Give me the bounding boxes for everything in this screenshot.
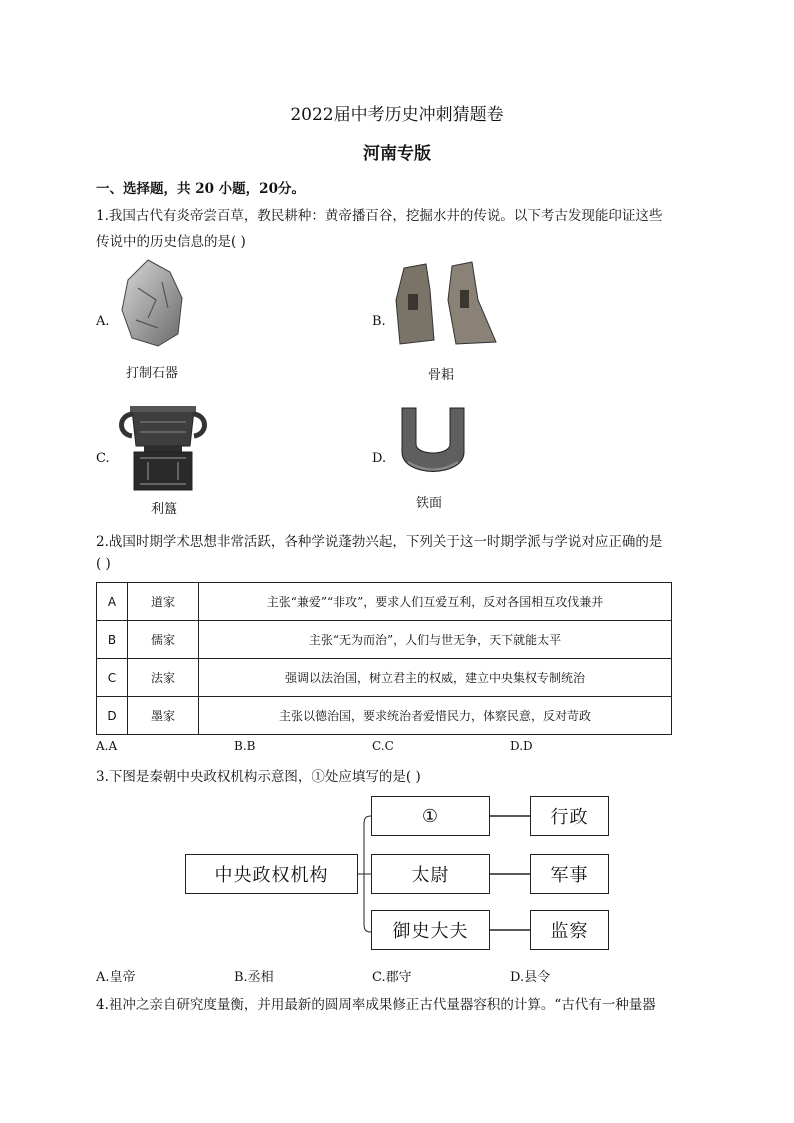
q2-answer-d[interactable]: D.D (510, 739, 533, 753)
page-subtitle: 河南专版 (363, 144, 431, 164)
row-label: B (97, 621, 128, 659)
q2-answer-b[interactable]: B.B (234, 739, 256, 753)
q1-option-c-letter: C. (96, 451, 110, 466)
q1-option-b-caption: 骨耜 (427, 368, 454, 383)
q1-option-d-letter: D. (372, 451, 387, 466)
row-school: 墨家 (128, 697, 199, 735)
row-doctrine: 主张“兼爱”“非攻”，要求人们互爱互利，反对各国相互攻伐兼并 (199, 583, 672, 621)
row-label: C (97, 659, 128, 697)
q1-option-c-caption: 利簋 (150, 502, 177, 517)
q2-stem-line2: ( ) (96, 556, 111, 572)
q3-answer-d[interactable]: D.县令 (510, 970, 551, 985)
q1-option-b-letter: B. (372, 314, 386, 329)
page-title: 2022届中考历史冲刺猜题卷 (290, 105, 504, 125)
q2-answer-a[interactable]: A.A (96, 739, 118, 753)
diagram-official-3: 御史大夫 (371, 910, 490, 950)
row-doctrine: 主张“无为而治”，人们与世无争，天下就能太平 (199, 621, 672, 659)
q2-answer-c[interactable]: C.C (372, 739, 394, 753)
q1-stem-line2: 传说中的历史信息的是( ) (96, 234, 246, 250)
row-label: A (97, 583, 128, 621)
q3-answer-b[interactable]: B.丞相 (234, 970, 274, 985)
q1-stem-line1: 1.我国古代有炎帝尝百草，教民耕种：黄帝播百谷，挖掘水井的传说。以下考古发现能印证这些 (96, 208, 663, 224)
row-school: 道家 (128, 583, 199, 621)
q3-answer-a[interactable]: A.皇帝 (96, 970, 136, 985)
diagram-official-1: ① (371, 796, 490, 836)
diagram-duty-3: 监察 (530, 910, 609, 950)
row-doctrine: 主张以德治国，要求统治者爱惜民力，体察民意，反对苛政 (199, 697, 672, 735)
q3-answer-c[interactable]: C.郡守 (372, 970, 412, 985)
row-label: D (97, 697, 128, 735)
diagram-duty-1: 行政 (530, 796, 609, 836)
row-doctrine: 强调以法治国，树立君主的权威，建立中央集权专制统治 (199, 659, 672, 697)
diagram-root-box: 中央政权机构 (185, 854, 358, 894)
diagram-duty-2: 军事 (530, 854, 609, 894)
q1-option-a-letter: A. (96, 314, 110, 329)
row-school: 法家 (128, 659, 199, 697)
q1-option-d-caption: 铁面 (415, 496, 442, 511)
q2-stem-line1: 2.战国时期学术思想非常活跃，各种学说蓬勃兴起，下列关于这一时期学派与学说对应正确的是 (96, 534, 663, 550)
row-school: 儒家 (128, 621, 199, 659)
q4-stem: 4.祖冲之亲自研究度量衡，并用最新的圆周率成果修正古代量器容积的计算。“古代有一种量器 (96, 997, 656, 1013)
diagram-official-2: 太尉 (371, 854, 490, 894)
q1-option-a-caption: 打制石器 (125, 366, 178, 381)
q3-stem: 3.下图是秦朝中央政权机构示意图，①处应填写的是( ) (96, 769, 421, 785)
section-heading: 一、选择题，共 20 小题，20分。 (96, 181, 305, 197)
